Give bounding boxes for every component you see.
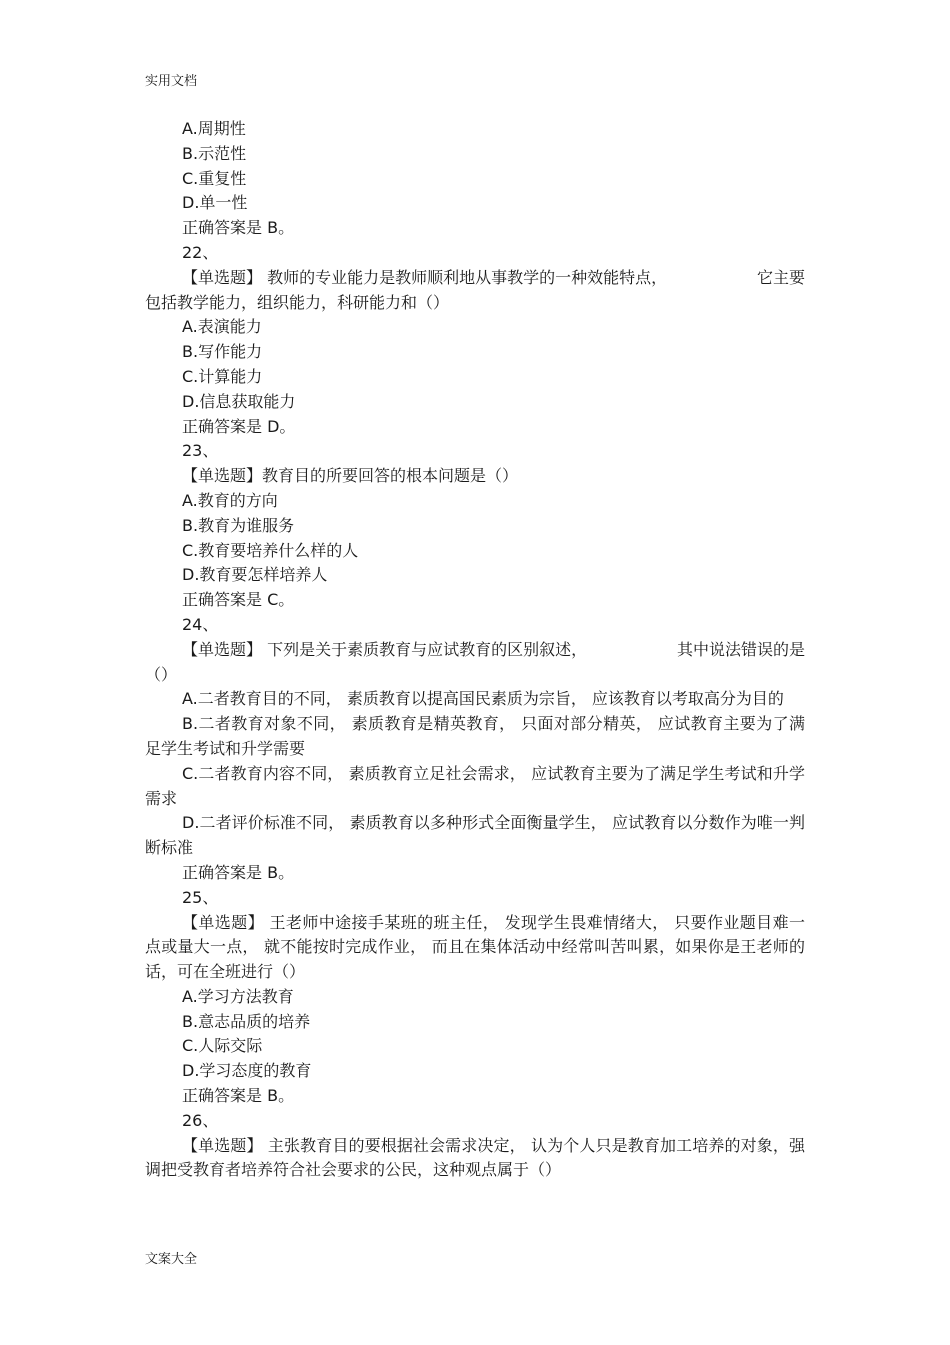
option-d: D.学习态度的教育: [182, 1061, 312, 1081]
question-number: 23、: [182, 441, 219, 461]
question-number: 22、: [182, 242, 219, 262]
option-a: A.周期性: [182, 119, 246, 138]
question-stem-part: 其中说法错误的是: [676, 639, 805, 659]
question-stem-part: 【单选题】 教师的专业能力是教师顺利地从事教学的一种效能特点，: [182, 267, 668, 287]
correct-answer: 正确答案是 B。: [182, 862, 295, 882]
question-stem: [145, 638, 805, 663]
option-d: D.二者评价标准不同， 素质教育以多种形式全面衡量学生， 应试教育以分数作为唯一判断标准: [145, 813, 805, 858]
option-a: A.二者教育目的不同， 素质教育以提高国民素质为宗旨， 应该教育以考取高分为目的: [182, 689, 784, 709]
option-c: C.计算能力: [182, 366, 263, 386]
option-a: A.教育的方向: [182, 490, 278, 510]
question-stem: [145, 266, 805, 291]
question-stem: 【单选题】教育目的所要回答的根本问题是（）: [182, 466, 519, 486]
document-body: [145, 117, 805, 1183]
question-stem: 【单选题】 主张教育目的要根据社会需求决定， 认为个人只是教育加工培养的对象，强调把受教育者培养符合社会要求的公民，这种观点属于（）: [145, 1135, 805, 1180]
option-a: A.学习方法教育: [182, 986, 294, 1006]
option-b: B.示范性: [182, 143, 247, 163]
question-stem-part: 它主要: [756, 267, 805, 287]
option-d: D.单一性: [182, 193, 248, 213]
question-stem-part: 【单选题】 下列是关于素质教育与应试教育的区别叙述，: [182, 639, 588, 659]
question-stem-continued: 包括教学能力，组织能力，科研能力和（）: [145, 292, 450, 312]
correct-answer: 正确答案是 B。: [182, 218, 295, 238]
question-stem-continued: （）: [145, 664, 178, 684]
correct-answer: 正确答案是 D。: [182, 416, 296, 436]
correct-answer: 正确答案是 B。: [182, 1086, 295, 1106]
option-b: B.教育为谁服务: [182, 515, 295, 535]
option-b: B.写作能力: [182, 342, 263, 362]
page-footer: 文案大全: [145, 1252, 198, 1267]
option-c: C.重复性: [182, 168, 247, 188]
option-d: D.信息获取能力: [182, 391, 296, 411]
page-header: 实用文档: [145, 74, 198, 89]
question-number: 25、: [182, 887, 219, 907]
option-d: D.教育要怎样培养人: [182, 565, 328, 585]
option-b: B.意志品质的培养: [182, 1011, 311, 1031]
question-stem: 【单选题】 王老师中途接手某班的班主任， 发现学生畏难情绪大， 只要作业题目难一点或量大一点， 就不能按时完成作业， 而且在集体活动中经常叫苦叫累，如果你是王老师的话，可在全班进行（）: [145, 912, 805, 982]
question-number: 26、: [182, 1110, 219, 1130]
option-a: A.表演能力: [182, 317, 262, 337]
option-c: C.二者教育内容不同， 素质教育立足社会需求， 应试教育主要为了满足学生考试和升学需求: [145, 763, 805, 808]
option-c: C.教育要培养什么样的人: [182, 540, 359, 560]
question-number: 24、: [182, 614, 219, 634]
option-c: C.人际交际: [182, 1036, 263, 1056]
correct-answer: 正确答案是 C。: [182, 590, 295, 610]
option-b: B.二者教育对象不同， 素质教育是精英教育， 只面对部分精英， 应试教育主要为了满足学生考试和升学需要: [145, 714, 805, 758]
